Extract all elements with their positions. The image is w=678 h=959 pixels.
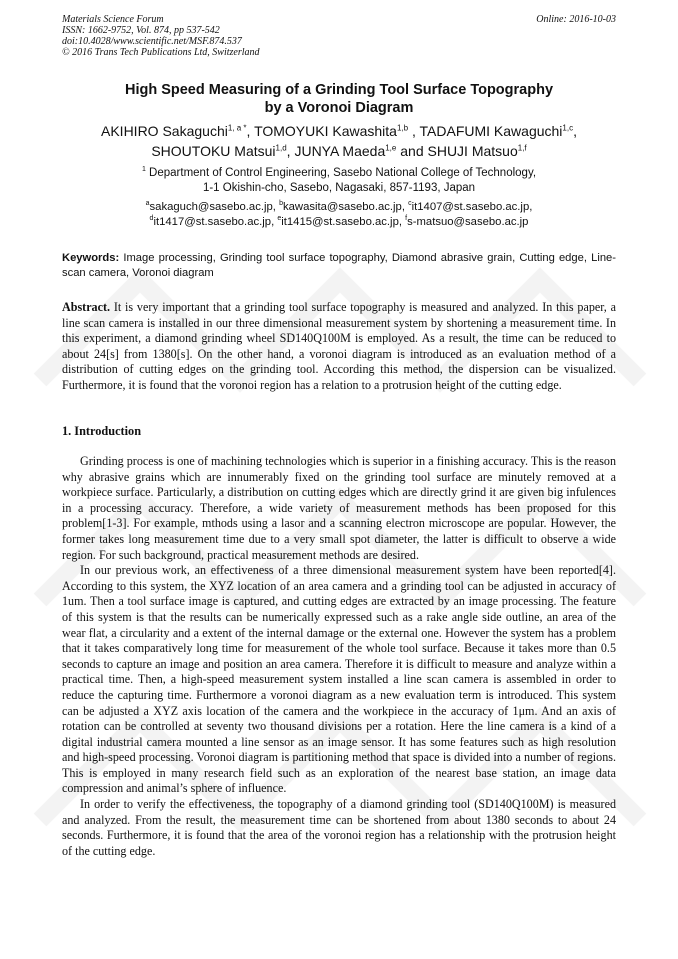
- author: [151, 143, 294, 159]
- email[interactable]: [279, 201, 408, 213]
- author-sup: 1,e: [385, 143, 397, 153]
- title-line-1: High Speed Measuring of a Grinding Tool Surface Topography: [124, 82, 554, 98]
- keywords: [62, 251, 616, 280]
- author-name: SHOUTOKU Matsui: [151, 143, 276, 159]
- abstract-label: Abstract.: [62, 300, 111, 314]
- author: [294, 143, 427, 159]
- author: [101, 123, 254, 139]
- paragraph: In our previous work, an effectiveness of a three dimensional measurement system have been reported[4]. According to this system, the XYZ location of an area camera and a grinding tool can be adjusted in accuracy of 1um. Then a tool surface image is captured, and cutting edges are extracted by an image processing. The feature of this system is that the results can be numerically expressed such as a rake angle side outline, an area of the wear flat, a circularity and a extent of the internal damage or the external one. However the system has a problem that it takes comparatively long time for measurement of the whole tool surface. Because it takes more than 0.5 seconds to capture an image and position an area camera. Therefore it is difficult to measure and analyze within a practical time. Then, a high-speed measurement system installed a line scan camera is assembled in order to reduce the capturing time. Furthermore a voronoi diagram as a new evaluation term is introduced. This system can be adjusted a XYZ axis location of the camera and the workpiece in the accuracy of 1μm. And an axis of rotation can be controlled at seventy two thousand divisions per a rotation. Here the line camera is a kind of a digital industrial camera mounted a line sensor as an image sensor. It has some features such as high resolution and high-speed processing. Voronoi diagram is partitioning method that space is divided into a number of regions. This is employed in many research field such as an exploration of the nearest base station, an image data compression and animal’s sphere of influence.: [62, 563, 616, 796]
- author-sup: 1,d: [275, 143, 287, 153]
- author-name: TOMOYUKI Kawashita: [254, 123, 397, 139]
- author-sep: ,: [286, 143, 295, 159]
- copyright: © 2016 Trans Tech Publications Ltd, Switzerland: [62, 47, 260, 58]
- email-sep: ,: [398, 215, 406, 228]
- email-address[interactable]: it1415@st.sasebo.ac.jp: [281, 215, 399, 228]
- author: [420, 123, 577, 139]
- author-sup: 1, a *: [227, 123, 247, 133]
- author-sep: ,: [246, 123, 255, 139]
- introduction-body: [62, 454, 616, 859]
- issn: ISSN: 1662-9752, Vol. 874, pp 537-542: [62, 25, 220, 36]
- doi: doi:10.4028/www.scientific.net/MSF.874.537: [62, 36, 242, 47]
- keywords-text: Image processing, Grinding tool surface topography, Diamond abrasive grain, Cutting edge, Line-scan camera, Voronoi diagram: [62, 252, 616, 279]
- section-heading: 1. Introduction: [62, 424, 142, 438]
- email-list: [62, 200, 616, 229]
- email-address[interactable]: sakaguch@sasebo.ac.jp: [149, 201, 273, 213]
- email-address[interactable]: s-matsuo@sasebo.ac.jp: [407, 215, 529, 228]
- email-address[interactable]: it1407@st.sasebo.ac.jp: [411, 201, 530, 213]
- affiliation-line-2: 1-1 Okishin-cho, Sasebo, Nagasaki, 857-1193, Japan: [202, 182, 476, 194]
- author: [428, 143, 527, 159]
- email[interactable]: [150, 216, 278, 228]
- email[interactable]: [408, 201, 532, 213]
- email[interactable]: [405, 216, 528, 228]
- author-sup: 1,c: [562, 123, 574, 133]
- email-sup: c: [408, 200, 412, 208]
- author-name: SHUJI Matsuo: [427, 143, 518, 159]
- paper-title: [62, 81, 616, 117]
- email[interactable]: [277, 214, 408, 228]
- abstract: [62, 300, 616, 394]
- email-sup: a: [145, 200, 150, 208]
- author-name: AKIHIRO Sakaguchi: [101, 123, 228, 139]
- author-name: TADAFUMI Kawaguchi: [419, 123, 563, 139]
- affiliation-sup: 1: [141, 166, 146, 174]
- author-list: [62, 121, 616, 161]
- author-sup: 1,b: [396, 123, 409, 133]
- author-name: JUNYA Maeda: [294, 143, 386, 159]
- email-sep: ,: [529, 201, 533, 213]
- paragraph: Grinding process is one of machining technologies which is superior in a finishing accuracy. This is the reason why abrasive grains which are innumerably fixed on the grinding tool surface are minutely removed at a workpiece surface. Particularly, a distribution on cutting edges which are directly grind it are given big infulences in a processing accuracy. Therefore, a wide variety of measurement methods has been proposed for this problem[1-3]. For example, mthods using a lasor and a scanning electron microscope are popular. However, the former takes long measurement time due to a very small spot diameter, the latter is difficult to observe a wide region. For such background, practical measurement methods are desired.: [62, 454, 616, 562]
- email-address[interactable]: kawasita@sasebo.ac.jp: [282, 201, 402, 213]
- email-sup: b: [279, 200, 283, 208]
- paragraph: In order to verify the effectiveness, the topography of a diamond grinding tool (SD140Q100M) is measured and analyzed. From the result, the measurement time can be shortened from about 1380 seconds to about 24 seconds. Furthermore, it is found that the area of the voronoi region has a relationship with the protrusion height of the cutting edge.: [62, 797, 616, 858]
- email-sup: e: [277, 214, 282, 222]
- email-sup: d: [149, 214, 154, 222]
- email-sep: ,: [401, 201, 409, 213]
- email-address[interactable]: it1417@st.sasebo.ac.jp: [153, 215, 272, 228]
- email-sep: ,: [272, 201, 280, 213]
- title-line-2: by a Voronoi Diagram: [264, 100, 414, 116]
- keywords-label: Keywords:: [62, 252, 120, 264]
- affiliation: [62, 166, 616, 196]
- author: [254, 123, 419, 139]
- author-sup: 1,f: [517, 143, 527, 153]
- author-sep: and: [396, 143, 428, 159]
- author-sep: ,: [573, 123, 577, 139]
- online-date: Online: 2016-10-03: [536, 14, 616, 25]
- author-sep: ,: [408, 123, 420, 139]
- email-sup: f: [405, 214, 408, 222]
- email-sep: ,: [271, 215, 278, 228]
- email[interactable]: [146, 201, 279, 213]
- abstract-text: It is very important that a grinding tool surface topography is measured and analyzed. In this paper, a line scan camera is installed in our three dimensional measurement system by shortening a measurement time. In this experiment, a diamond grinding wheel SD140Q100M is employed. As a result, the time can be reduced to about 24[s] from 1380[s]. On the other hand, a voronoi diagram is introduced as an evaluation method of a distribution of cutting edges on the grinding tool. According this method, the dispersion can be visualized. Furthermore, it is found that the voronoi region has a relation to a protrusion height of the cutting edge.: [62, 300, 616, 392]
- affiliation-line-1: Department of Control Engineering, Sasebo National College of Technology,: [145, 167, 537, 179]
- journal-name: Materials Science Forum: [62, 14, 164, 25]
- journal-header: [62, 14, 616, 58]
